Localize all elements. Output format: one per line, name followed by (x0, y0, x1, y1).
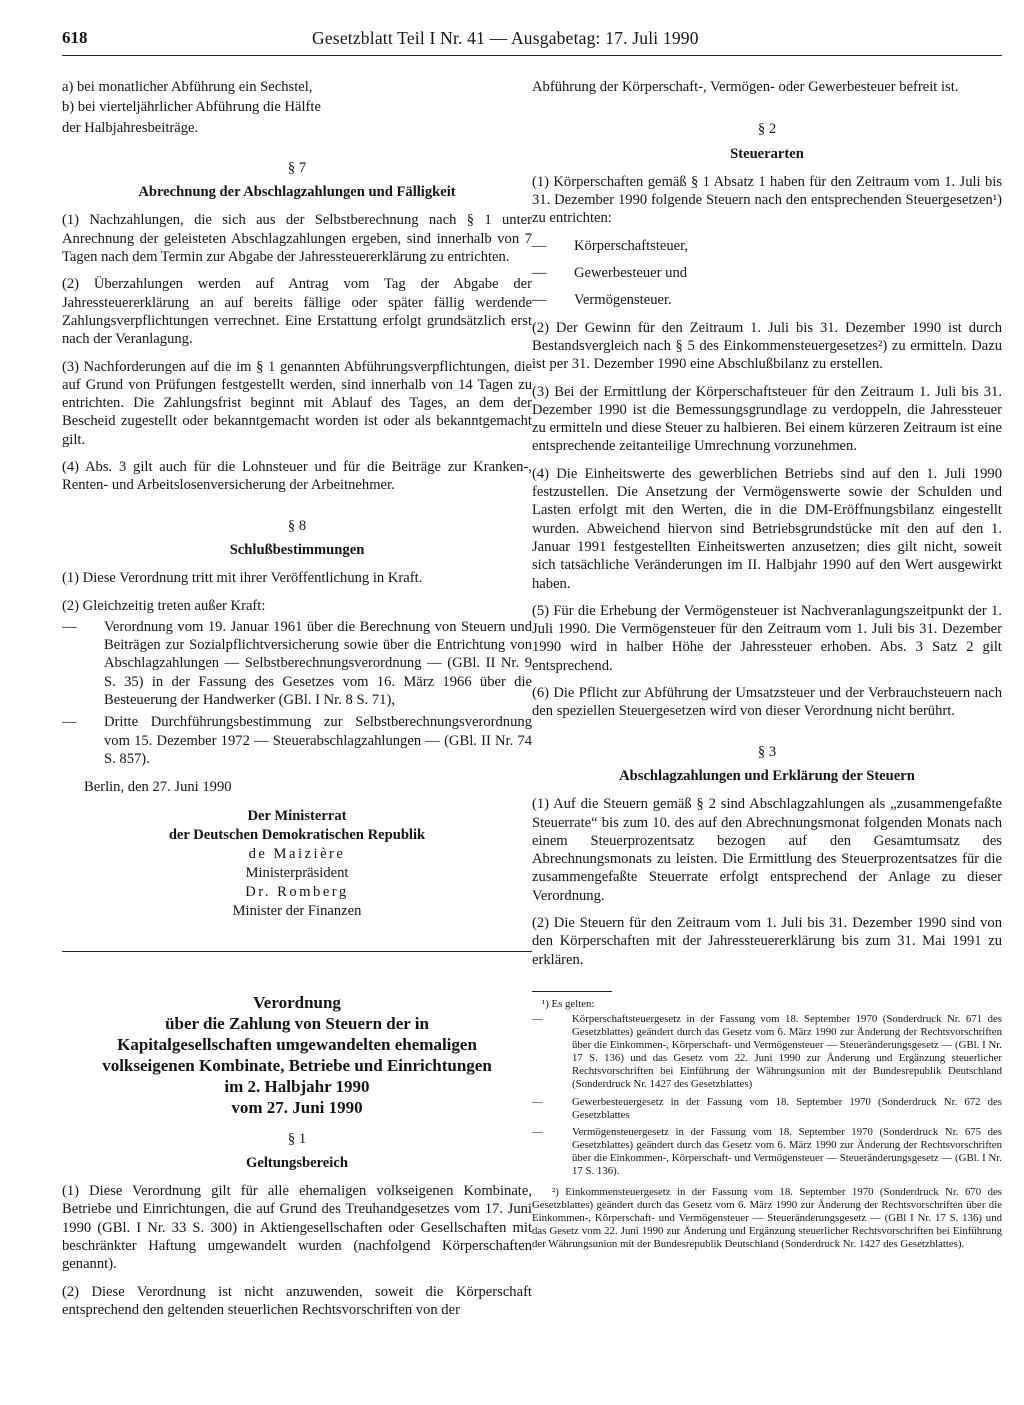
footnote-1-item (532, 1013, 1002, 1092)
repealed-item-1 (62, 618, 532, 709)
dash-bullet: — (62, 714, 77, 731)
section-8-paragraph-1: (1) Diese Verordnung tritt mit ihrer Veröffentlichung in Kraft. (62, 570, 423, 587)
section-8-title: Schlußbestimmungen (229, 541, 365, 558)
tax-type-2: Gewerbesteuer und (574, 265, 688, 282)
signatory-org-line-1: Der Ministerrat (247, 807, 347, 824)
tax-type-list (532, 237, 1002, 310)
dash-bullet: — (532, 292, 547, 309)
list-item-b: b) bei vierteljährlicher Abführung die Hälfte (62, 99, 321, 116)
ordinance-title-line-1: Verordnung (253, 992, 341, 1012)
section-1-paragraph-2: (2) Diese Verordnung ist nicht anzuwenden, soweit die Körperschaft entsprechend den geltenden steuerlichen Rechtsvorschriften von der (62, 1283, 532, 1318)
dash-bullet: — (532, 265, 547, 282)
right-column (532, 78, 1002, 1398)
section-7-paragraph-4: (4) Abs. 3 gilt auch für die Lohnsteuer und für die Beiträge zur Kranken-, Renten- und Arbeitslosenversicherung der Arbeitnehmer. (62, 459, 532, 494)
footnote-1-item (532, 1096, 1002, 1122)
dash-bullet: — (62, 618, 77, 635)
tax-type-3: Vermögensteuer. (574, 292, 672, 309)
repealed-item-1-text: Verordnung vom 19. Januar 1961 über die Berechnung von Steuern und Beiträgen zur Sozialpflichtversicherung sowie über die Entrichtung von Abschlagzahlungen — Selbstberechnungsverordnung — (GBl. II Nr. 9 S. 35) in der Fassung des Gesetzes vom 16. März 1966 über die Besteuerung der Handwerker (GBl. I Nr. 8 S. 71), (104, 618, 532, 709)
section-2-number: § 2 (757, 121, 777, 138)
signer-1-name: de Maizière (248, 845, 346, 862)
signature-block (62, 807, 532, 921)
section-7-title: Abrechnung der Abschlagzahlungen und Fälligkeit (138, 184, 456, 201)
section-2-paragraph-6: (6) Die Pflicht zur Abführung der Umsatzsteuer und der Verbrauchsteuern nach den speziellen Steuergesetzen wird von dieser Verordnung nicht berührt. (532, 685, 1002, 720)
page-header (62, 28, 1000, 58)
footnote-rule (532, 991, 612, 992)
section-2-title: Steuerarten (730, 145, 804, 162)
section-3-number: § 3 (757, 743, 777, 760)
ordinance-title-block (62, 992, 532, 1118)
ordinance-title-line-3: Kapitalgesellschaften umgewandelten ehemaligen (117, 1034, 477, 1054)
dash-bullet: — (532, 1012, 543, 1025)
section-2-paragraph-3: (3) Bei der Ermittlung der Körperschaftsteuer für den Zeitraum 1. Juli bis 31. Dezember 1990 ist die Bemessungsgrundlage zu verdoppeln, die Jahressteuer zu ermitteln und diese Steuer zu halbieren. Bei einem kürzeren Zeitraum ist eine entsprechende zeitanteilige Umrechnung vorzunehmen. (532, 383, 1002, 455)
repealed-item-2-text: Dritte Durchführungsbestimmung zur Selbstberechnungsverordnung vom 15. Dezember 1972 — Steuerabschlagzahlungen — (GBl. II Nr. 74 S. 857). (104, 714, 532, 767)
page-number: 618 (62, 28, 88, 47)
dash-bullet: — (532, 1125, 543, 1138)
signer-1-title: Ministerpräsident (245, 864, 349, 881)
section-1-title: Geltungsbereich (246, 1154, 348, 1171)
section-8-paragraph-2: (2) Gleichzeitig treten außer Kraft: (62, 597, 266, 614)
footnote-1-item-1-text: Körperschaftsteuergesetz in der Fassung vom 18. September 1970 (Sonderdruck Nr. 671 des Gesetzblattes) geändert durch das Gesetz vom 6. März 1990 zur Änderung der Rechtsvorschriften über die Einkommen-, Körperschaft- und Vermögensteuer — Steueränderungsgesetz — (GBl. I Nr. 17 S. 136) und das Gesetz vom 22. Juni 1990 zur Änderung und Ergänzung steuerlicher Rechtsvorschriften bei Einführung der Währungsunion mit der Bundesrepublik Deutschland (Sonderdruck Nr. 1427 des Gesetzblattes) (572, 1012, 1002, 1091)
header-rule (62, 55, 1002, 56)
footnote-1-item (532, 1126, 1002, 1178)
section-3-paragraph-1: (1) Auf die Steuern gemäß § 2 sind Abschlagzahlungen als „zusammengefaßte Steuerrate“ bis zum 10. des auf den Abrechnungsmonat folgenden Monats nach einem Steuerprozentsatz bezogen auf den Gesamtumsatz des Abrechnungsmonats zu leisten. Die Ermittlung des Steuerprozentsatzes für die zusammengefaßte Steuerrate erfolgt entsprechend der Anlage zu dieser Verordnung. (532, 796, 1002, 904)
tax-type-1: Körperschaftsteuer, (574, 237, 689, 254)
section-8-number: § 8 (287, 517, 307, 534)
footnote-2: ²) Einkommensteuergesetz in der Fassung vom 18. September 1970 (Sonderdruck Nr. 670 des Gesetzblattes) geändert durch das Gesetz vom 6. März 1990 zur Änderung der Rechtsvorschriften über die Einkommen-, Körperschaft- und Vermögensteuer — Steueränderungsgesetz — (GBl I Nr. 17 S. 136) und das Gesetz vom 22. Juni 1990 zur Änderung und Ergänzung steuerlicher Rechtsvorschriften bei Einführung der Währungsunion mit der Bundesrepublik Deutschland (Sonderdruck Nr. 1427 des Gesetzblattes). (532, 1186, 1002, 1251)
dash-bullet: — (532, 1095, 543, 1108)
section-7-paragraph-1: (1) Nachzahlungen, die sich aus der Selbstberechnung nach § 1 unter Anrechnung der geleisteten Abschlagzahlungen ergeben, sind innerhalb von 7 Tagen nach dem Termin zur Abgabe der Jahressteuererklärung zu entrichten. (62, 212, 532, 266)
footnote-1-item-2-text: Gewerbesteuergesetz in der Fassung vom 18. September 1970 (Sonderdruck Nr. 672 des Gesetzblattes (572, 1095, 1002, 1121)
list-continuation: der Halbjahresbeiträge. (62, 119, 199, 136)
ordinance-title-line-2: über die Zahlung von Steuern der in (165, 1013, 429, 1033)
section-2-paragraph-2: (2) Der Gewinn für den Zeitraum 1. Juli bis 31. Dezember 1990 ist durch Bestandsvergleich nach § 5 des Einkommensteuergesetzes²) zu ermitteln. Dazu ist per 31. Dezember 1990 eine Abschlußbilanz zu erstellen. (532, 319, 1002, 373)
dash-bullet: — (532, 237, 547, 254)
running-head: Gesetzblatt Teil I Nr. 41 — Ausgabetag: 17. Juli 1990 (312, 28, 699, 48)
ordinance-title-line-6: vom 27. Juni 1990 (231, 1097, 363, 1117)
section-3-title: Abschlagzahlungen und Erklärung der Steuern (619, 767, 915, 784)
signatory-org-line-2: der Deutschen Demokratischen Republik (168, 826, 426, 843)
list-item-a: a) bei monatlicher Abführung ein Sechstel, (62, 79, 313, 95)
tax-type-item (532, 237, 1002, 255)
section-2-paragraph-4: (4) Die Einheitswerte des gewerblichen Betriebs sind auf den 1. Juli 1990 festzustellen. Die Ansetzung der Vermögenswerte sowie der Schulden und Lasten erfolgt mit den Werten, die in die DM-Eröffnungsbilanz eingestellt wurden. Abweichend hiervon sind Betriebsgrundstücke mit den auf den 1. Januar 1991 festgestellten Einheitswerten anzusetzen; dies gilt nicht, soweit sich tatsächliche Veränderungen im II. Halbjahr 1990 auf den Wert ausgewirkt haben. (532, 465, 1002, 592)
section-1-number: § 1 (287, 1130, 307, 1147)
section-7-paragraph-2: (2) Überzahlungen werden auf Antrag vom Tag der Abgabe der Jahressteuererklärung an auf bereits fällige oder später fällig werdende Zahlungsverpflichtungen verrechnet. Eine Erstattung erfolgt grundsätzlich erst nach der Veranlagung. (62, 276, 532, 348)
footnote-1-intro: ¹) Es gelten: (542, 997, 595, 1010)
ordinance-title-line-5: im 2. Halbjahr 1990 (224, 1076, 370, 1096)
footnotes (532, 991, 1002, 1252)
place-date: Berlin, den 27. Juni 1990 (84, 779, 232, 796)
repealed-item-2 (62, 713, 532, 768)
ordinance-title-line-4: volkseigenen Kombinate, Betriebe und Einrichtungen (102, 1055, 492, 1075)
section-1-paragraph-1: (1) Diese Verordnung gilt für alle ehemaligen volkseigenen Kombinate, Betriebe und Einrichtungen, die auf Grund des Treuhandgesetzes vom 17. Juni 1990 (GBl. I Nr. 33 S. 300) in Aktiengesellschaften oder Gesellschaften mit beschränkter Haftung umgewandelt wurden (nachfolgend Körperschaften genannt). (62, 1183, 532, 1273)
tax-type-item (532, 264, 1002, 282)
signer-2-title: Minister der Finanzen (232, 902, 362, 919)
section-2-paragraph-5: (5) Für die Erhebung der Vermögensteuer ist Nachveranlagungszeitpunkt der 1. Juli 1990. Die Vermögensteuer für den Zeitraum vom 1. Juli bis 31. Dezember 1990 wird in halber Höhe der Jahressteuer erhoben. Abs. 3 Satz 2 gilt entsprechend. (532, 602, 1002, 674)
section-7-paragraph-3: (3) Nachforderungen auf die im § 1 genannten Abführungsverpflichtungen, die auf Grund von Prüfungen festgestellt werden, sind innerhalb von 14 Tagen zu entrichten. Die Zahlungsfrist beginnt mit Ablauf des Tages, an dem der Bescheid zugestellt oder bekanntgemacht worden ist oder als bekanntgemacht gilt. (62, 358, 532, 448)
signer-2-name: Dr. Romberg (245, 883, 349, 900)
tax-type-item (532, 291, 1002, 309)
footnote-1-item-3-text: Vermögensteuergesetz in der Fassung vom 18. September 1970 (Sonderdruck Nr. 675 des Gesetzblattes) geändert durch das Gesetz vom 6. März 1990 zur Änderung der Rechtsvorschriften über die Einkommen-, Körperschaft- und Vermögensteuer — Steueränderungsgesetz — (GBl. I Nr. 17 S. 136). (572, 1125, 1002, 1177)
section-2-paragraph-1: (1) Körperschaften gemäß § 1 Absatz 1 haben für den Zeitraum vom 1. Juli bis 31. Dezember 1990 folgende Steuern nach den entsprechenden Steuergesetzen¹) zu entrichten: (532, 173, 1002, 227)
column-divider-rule (62, 951, 532, 952)
section-3-paragraph-2: (2) Die Steuern für den Zeitraum vom 1. Juli bis 31. Dezember 1990 sind von den Körperschaften mit der Jahressteuererklärung bis zum 31. Mai 1991 zu erklären. (532, 914, 1002, 968)
continuation-paragraph: Abführung der Körperschaft-, Vermögen- oder Gewerbesteuer befreit ist. (532, 79, 959, 95)
section-7-number: § 7 (287, 159, 307, 176)
left-column (62, 78, 532, 1398)
